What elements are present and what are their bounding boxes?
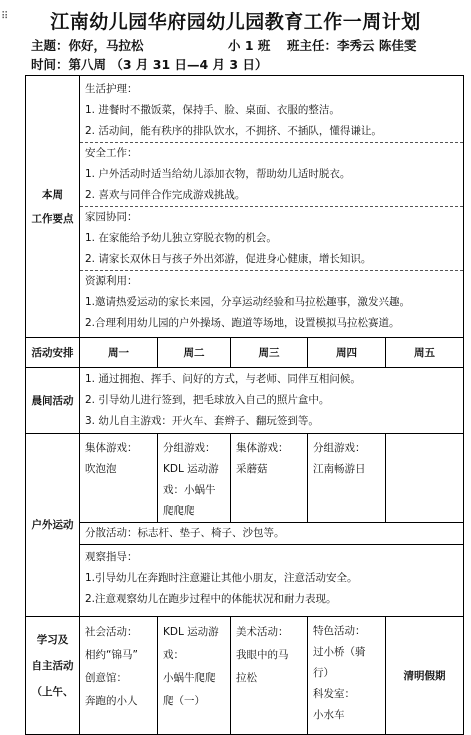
learning-cell: [80, 617, 158, 735]
focus-row: [26, 76, 464, 338]
cell-line: 分组游戏：: [163, 442, 216, 454]
focus-line: 安全工作：: [85, 147, 138, 159]
cell-line: 科发室：: [313, 688, 355, 700]
day-tuesday: 周二: [158, 338, 231, 368]
learning-cell: [231, 617, 308, 735]
weekly-plan-table: [25, 75, 464, 735]
cell-line: 奔跑的小人: [85, 695, 138, 707]
focus-label-line2: 工作要点: [31, 212, 74, 225]
focus-label: [26, 76, 80, 338]
drag-handle-icon[interactable]: ⠿: [1, 11, 9, 22]
cell-line: 小水车: [313, 709, 345, 721]
outdoor-label: 户外运动: [26, 434, 80, 617]
focus-line: 2. 活动间，能有秩序的排队饮水，不拥挤、不插队，懂得谦让。: [80, 121, 463, 143]
focus-content: [80, 76, 464, 338]
learning-label-line2: 自主活动: [31, 660, 74, 672]
day-thursday: 周四: [308, 338, 386, 368]
cell-line: 我眼中的马: [236, 649, 289, 661]
page-title: 江南幼儿园华府园幼儿园教育工作一周计划: [50, 11, 421, 33]
holiday-cell: 清明假期: [386, 617, 464, 735]
learning-row: [26, 617, 464, 735]
schedule-row: [26, 338, 464, 368]
cell-line: 特色活动：: [313, 625, 366, 637]
cell-line: 过小桥（骑: [313, 646, 366, 658]
outdoor-guidance: [80, 545, 464, 617]
day-monday: 周一: [80, 338, 158, 368]
cell-line: 江南畅游日: [313, 463, 366, 475]
cell-line: 爬爬爬: [163, 505, 195, 517]
cell-line: 戏：小蜗牛: [163, 484, 216, 496]
learning-cell: [158, 617, 231, 735]
cell-line: 爬（一）: [163, 695, 205, 707]
cell-line: 美术活动：: [236, 626, 289, 638]
cell-line: KDL 运动游: [163, 626, 219, 638]
guidance-line: 观察指导：: [85, 551, 138, 563]
focus-line: 1. 进餐时不撒饭菜，保持手、脸、桌面、衣服的整洁。: [85, 104, 340, 116]
cell-line: 戏：: [163, 649, 184, 661]
theme-label: 主题：你好，马拉松: [31, 38, 144, 53]
week-time: 时间：第八周 （3 月 31 日—4 月 3 日）: [31, 57, 268, 72]
focus-line: 1. 在家能给予幼儿独立穿脱衣物的机会。: [85, 232, 277, 244]
morning-line: 1. 通过拥抱、挥手、问好的方式，与老师、同伴互相问候。: [85, 373, 361, 385]
focus-line: 家园协同：: [85, 211, 138, 223]
cell-line: 集体游戏：: [85, 442, 138, 454]
scatter-line: 分散活动：标志杆、垫子、椅子、沙包等。: [85, 527, 285, 539]
morning-row: [26, 368, 464, 434]
outdoor-group-row: [26, 434, 464, 523]
guidance-line: 2.注意观察幼儿在跑步过程中的体能状况和耐力表现。: [85, 593, 337, 605]
cell-line: 吹泡泡: [85, 463, 117, 475]
cell-line: 小蜗牛爬爬: [163, 672, 216, 684]
outdoor-group-cell: [308, 434, 386, 523]
focus-line: 2.合理利用幼儿园的户外操场、跑道等场地，设置模拟马拉松赛道。: [85, 317, 400, 329]
cell-line: KDL 运动游: [163, 463, 219, 475]
outdoor-guidance-row: [26, 545, 464, 617]
day-wednesday: 周三: [231, 338, 308, 368]
cell-line: 集体游戏：: [236, 442, 289, 454]
morning-line: 3. 幼儿自主游戏：开火车、套辫子、翻玩签到等。: [85, 415, 319, 427]
schedule-label: 活动安排: [26, 338, 80, 368]
cell-line: 拉松: [236, 672, 257, 684]
day-friday: 周五: [386, 338, 464, 368]
outdoor-scatter-row: [26, 523, 464, 545]
learning-cell: [308, 617, 386, 735]
focus-line: 资源利用：: [85, 275, 138, 287]
cell-line: 采蘑菇: [236, 463, 268, 475]
outdoor-group-cell: [231, 434, 308, 523]
focus-label-line1: 本周: [42, 188, 63, 201]
class-name: 小 1 班: [228, 38, 271, 53]
cell-line: 分组游戏：: [313, 442, 366, 454]
learning-label: [26, 617, 80, 735]
guidance-line: 1.引导幼儿在奔跑时注意避让其他小朋友，注意活动安全。: [85, 572, 358, 584]
outdoor-group-cell-empty: [386, 434, 464, 523]
teachers: 班主任：李秀云 陈佳雯: [287, 38, 417, 53]
morning-line: 2. 引导幼儿进行签到，把毛球放入自己的照片盒中。: [85, 394, 330, 406]
outdoor-scatter: [80, 523, 464, 545]
focus-line: 1.邀请热爱运动的家长来园，分享运动经验和马拉松趣事，激发兴趣。: [85, 296, 411, 308]
focus-line: 2. 喜欢与同伴合作完成游戏挑战。: [80, 185, 463, 207]
cell-line: 创意馆：: [85, 672, 127, 684]
cell-line: 相约“锦马”: [85, 649, 138, 661]
cell-line: 行）: [313, 667, 334, 679]
morning-label: 晨间活动: [26, 368, 80, 434]
learning-label-line3: （上午、: [31, 686, 74, 698]
morning-content: [80, 368, 464, 434]
outdoor-group-cell: [158, 434, 231, 523]
focus-line: 生活护理：: [85, 83, 138, 95]
cell-line: 社会活动：: [85, 626, 138, 638]
focus-line: 1. 户外活动时适当给幼儿添加衣物，帮助幼儿适时脱衣。: [85, 168, 351, 180]
outdoor-group-cell: [80, 434, 158, 523]
focus-line: 2. 请家长双休日与孩子外出郊游，促进身心健康，增长知识。: [80, 249, 463, 271]
learning-label-line1: 学习及: [36, 634, 69, 646]
